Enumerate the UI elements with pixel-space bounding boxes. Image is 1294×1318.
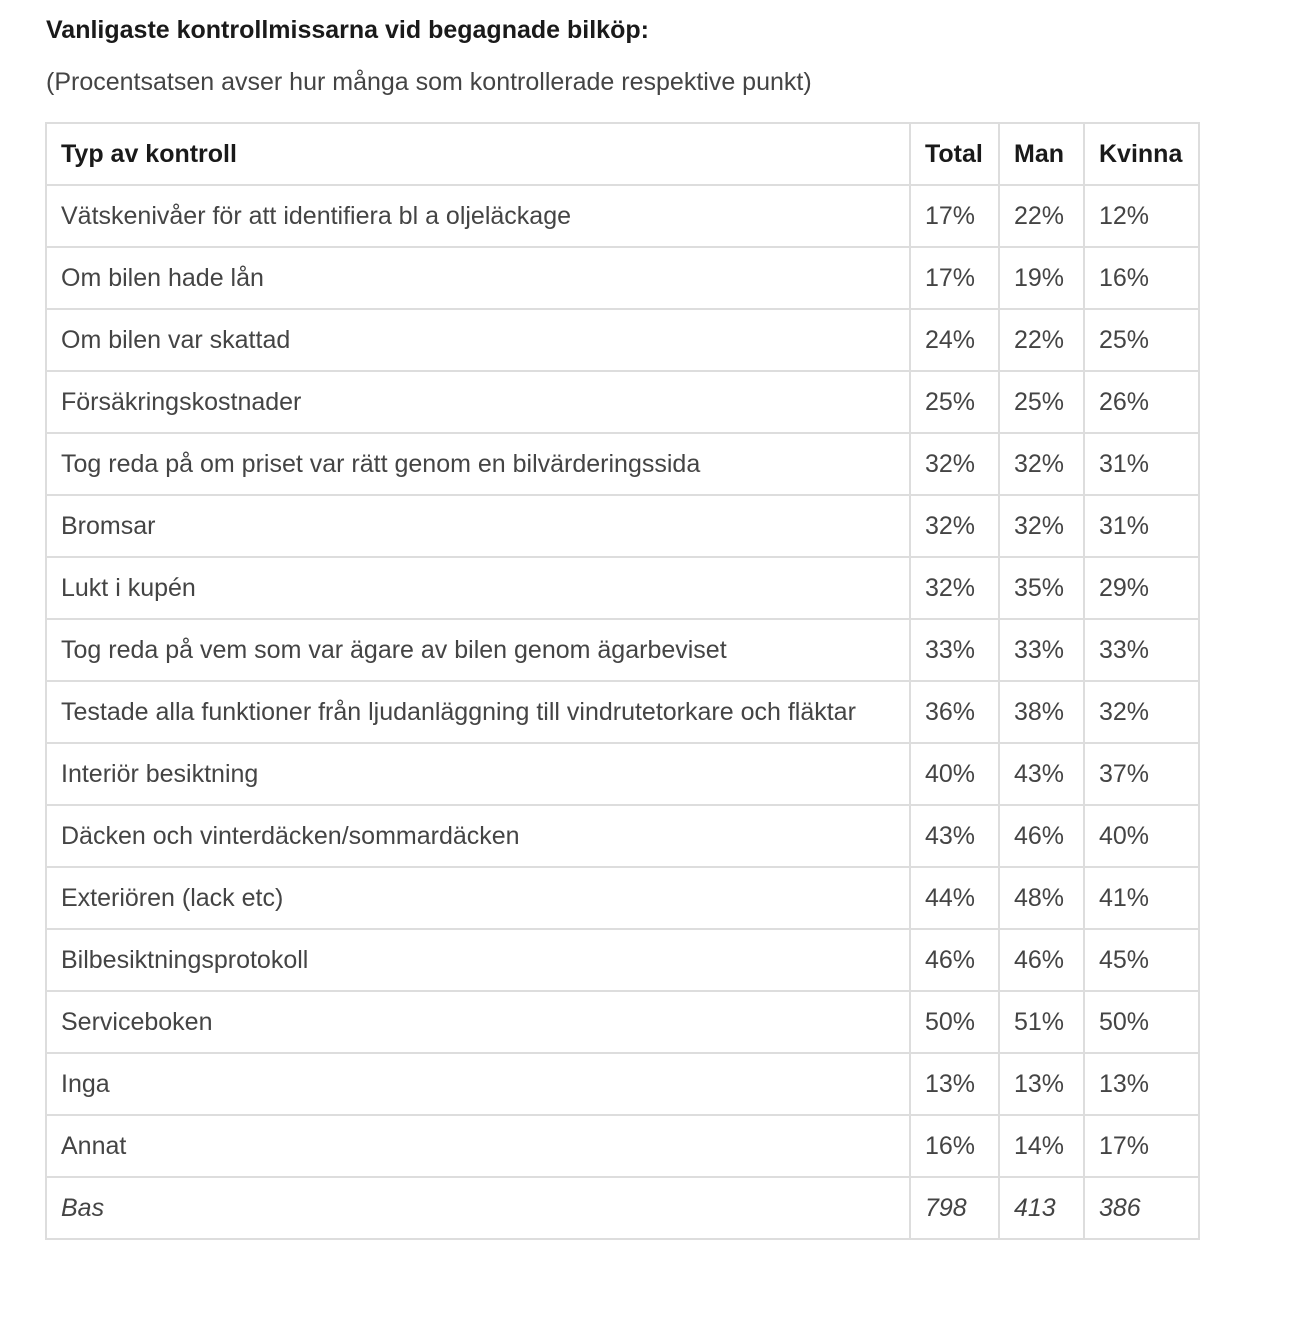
cell-total: 13%	[910, 1053, 999, 1115]
cell-man: 19%	[999, 247, 1084, 309]
cell-kvinna: 12%	[1084, 185, 1199, 247]
cell-kvinna: 40%	[1084, 805, 1199, 867]
cell-total: 46%	[910, 929, 999, 991]
cell-type: Bilbesiktningsprotokoll	[46, 929, 910, 991]
cell-total: 33%	[910, 619, 999, 681]
table-row	[46, 805, 1199, 867]
table-row	[46, 867, 1199, 929]
cell-type: Serviceboken	[46, 991, 910, 1053]
cell-man: 51%	[999, 991, 1084, 1053]
column-header-total: Total	[910, 123, 999, 185]
cell-kvinna: 31%	[1084, 495, 1199, 557]
base-kvinna: 386	[1084, 1177, 1199, 1239]
cell-kvinna: 37%	[1084, 743, 1199, 805]
table-row	[46, 185, 1199, 247]
cell-man: 22%	[999, 185, 1084, 247]
cell-kvinna: 50%	[1084, 991, 1199, 1053]
table-row	[46, 743, 1199, 805]
cell-man: 25%	[999, 371, 1084, 433]
table-row	[46, 681, 1199, 743]
cell-type: Annat	[46, 1115, 910, 1177]
cell-type: Om bilen var skattad	[46, 309, 910, 371]
table-row	[46, 557, 1199, 619]
cell-type: Tog reda på vem som var ägare av bilen genom ägarbeviset	[46, 619, 910, 681]
cell-man: 13%	[999, 1053, 1084, 1115]
cell-type: Testade alla funktioner från ljudanläggning till vindrutetorkare och fläktar	[46, 681, 910, 743]
cell-man: 32%	[999, 495, 1084, 557]
table-row	[46, 929, 1199, 991]
base-label: Bas	[46, 1177, 910, 1239]
cell-man: 35%	[999, 557, 1084, 619]
cell-kvinna: 32%	[1084, 681, 1199, 743]
table-row	[46, 991, 1199, 1053]
base-man: 413	[999, 1177, 1084, 1239]
column-header-man: Man	[999, 123, 1084, 185]
cell-total: 43%	[910, 805, 999, 867]
cell-type: Om bilen hade lån	[46, 247, 910, 309]
cell-kvinna: 31%	[1084, 433, 1199, 495]
cell-type: Inga	[46, 1053, 910, 1115]
cell-type: Försäkringskostnader	[46, 371, 910, 433]
cell-type: Lukt i kupén	[46, 557, 910, 619]
cell-kvinna: 41%	[1084, 867, 1199, 929]
cell-type: Interiör besiktning	[46, 743, 910, 805]
table-row	[46, 619, 1199, 681]
table-row	[46, 247, 1199, 309]
cell-type: Vätskenivåer för att identifiera bl a oljeläckage	[46, 185, 910, 247]
cell-man: 32%	[999, 433, 1084, 495]
cell-man: 38%	[999, 681, 1084, 743]
base-total: 798	[910, 1177, 999, 1239]
cell-man: 14%	[999, 1115, 1084, 1177]
table-base-row	[46, 1177, 1199, 1239]
table-row	[46, 309, 1199, 371]
column-header-type: Typ av kontroll	[46, 123, 910, 185]
cell-total: 32%	[910, 433, 999, 495]
cell-man: 46%	[999, 805, 1084, 867]
cell-man: 43%	[999, 743, 1084, 805]
page-heading: Vanligaste kontrollmissarna vid begagnade bilköp:	[46, 16, 649, 44]
cell-kvinna: 33%	[1084, 619, 1199, 681]
cell-kvinna: 17%	[1084, 1115, 1199, 1177]
cell-total: 16%	[910, 1115, 999, 1177]
cell-total: 32%	[910, 495, 999, 557]
cell-total: 50%	[910, 991, 999, 1053]
cell-total: 24%	[910, 309, 999, 371]
cell-total: 17%	[910, 247, 999, 309]
cell-type: Exteriören (lack etc)	[46, 867, 910, 929]
cell-total: 36%	[910, 681, 999, 743]
cell-total: 17%	[910, 185, 999, 247]
table-row	[46, 433, 1199, 495]
table-row	[46, 495, 1199, 557]
page-subtitle: (Procentsatsen avser hur många som kontrollerade respektive punkt)	[46, 68, 812, 96]
cell-kvinna: 29%	[1084, 557, 1199, 619]
cell-kvinna: 13%	[1084, 1053, 1199, 1115]
cell-total: 32%	[910, 557, 999, 619]
cell-man: 48%	[999, 867, 1084, 929]
cell-kvinna: 25%	[1084, 309, 1199, 371]
cell-type: Tog reda på om priset var rätt genom en bilvärderingssida	[46, 433, 910, 495]
column-header-kvinna: Kvinna	[1084, 123, 1199, 185]
cell-kvinna: 45%	[1084, 929, 1199, 991]
cell-total: 25%	[910, 371, 999, 433]
cell-man: 46%	[999, 929, 1084, 991]
table-body	[46, 185, 1199, 1239]
cell-type: Däcken och vinterdäcken/sommardäcken	[46, 805, 910, 867]
cell-man: 33%	[999, 619, 1084, 681]
cell-man: 22%	[999, 309, 1084, 371]
cell-kvinna: 16%	[1084, 247, 1199, 309]
cell-total: 44%	[910, 867, 999, 929]
cell-kvinna: 26%	[1084, 371, 1199, 433]
table-row	[46, 1115, 1199, 1177]
cell-type: Bromsar	[46, 495, 910, 557]
table-row	[46, 1053, 1199, 1115]
cell-total: 40%	[910, 743, 999, 805]
results-table	[45, 122, 1200, 1240]
table-header-row	[46, 123, 1199, 185]
table-row	[46, 371, 1199, 433]
